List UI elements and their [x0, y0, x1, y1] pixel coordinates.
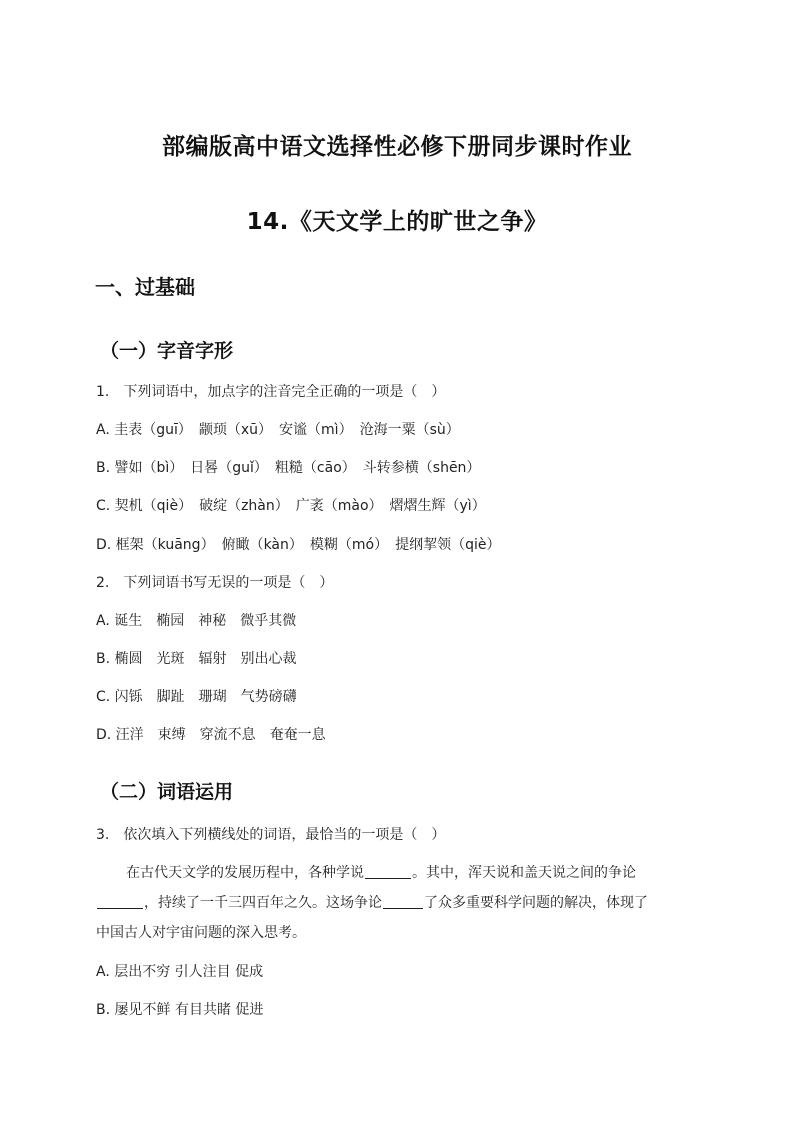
question-3-passage-line-1 — [126, 862, 726, 882]
fill-blank — [97, 894, 143, 909]
question-3-passage-line-3 — [96, 922, 696, 942]
passage-text: 中国古人对宇宙问题的深入思考。 — [96, 925, 306, 941]
passage-text: 在古代天文学的发展历程中，各种学说 — [126, 865, 364, 881]
question-3-option-a: A. 层出不穷 引人注目 促成 — [96, 964, 264, 980]
question-1-stem: 1. 下列词语中，加点字的注音完全正确的一项是（ ） — [96, 384, 446, 400]
passage-text: 。其中，浑天说和盖天说之间的争论 — [412, 865, 636, 881]
passage-text: 了众多重要科学问题的解决，体现了 — [424, 895, 648, 911]
fill-blank — [365, 864, 411, 879]
question-2-option-c: C. 闪铄 脚趾 珊瑚 气势磅礴 — [96, 689, 297, 705]
question-2-option-a: A. 诞生 椭园 神秘 微乎其微 — [96, 613, 297, 629]
section-heading-basics: 一、过基础 — [95, 275, 195, 299]
question-1-option-b: B. 譬如（bì） 日晷（guǐ） 粗糙（cāo） 斗转参横（shēn） — [96, 460, 481, 476]
question-3-stem: 3. 依次填入下列横线处的词语，最恰当的一项是（ ） — [96, 827, 446, 843]
question-2-option-d: D. 汪洋 束缚 穿流不息 奄奄一息 — [96, 727, 326, 743]
fill-blank — [383, 894, 423, 909]
question-2-stem: 2. 下列词语书写无误的一项是（ ） — [96, 575, 334, 591]
question-1-option-a: A. 圭表（guī） 颛顼（xū） 安谧（mì） 沧海一粟（sù） — [96, 422, 460, 438]
question-2-option-b: B. 椭圆 光斑 辐射 别出心裁 — [96, 651, 297, 667]
subsection-heading-word-usage: （二）词语运用 — [100, 781, 234, 803]
lesson-title: 14.《天文学上的旷世之争》 — [246, 209, 548, 235]
question-1-option-d: D. 框架（kuāng） 俯瞰（kàn） 模糊（mó） 提纲挈领（qiè） — [96, 537, 501, 553]
subsection-heading-pronunciation: （一）字音字形 — [100, 340, 234, 362]
question-3-passage-line-2 — [96, 892, 696, 912]
document-title: 部编版高中语文选择性必修下册同步课时作业 — [162, 134, 632, 160]
question-3-option-b: B. 屡见不鲜 有目共睹 促进 — [96, 1002, 264, 1018]
passage-text: ，持续了一千三四百年之久。这场争论 — [144, 895, 382, 911]
question-1-option-c: C. 契机（qiè） 破绽（zhàn） 广袤（mào） 熠熠生辉（yì） — [96, 498, 486, 514]
